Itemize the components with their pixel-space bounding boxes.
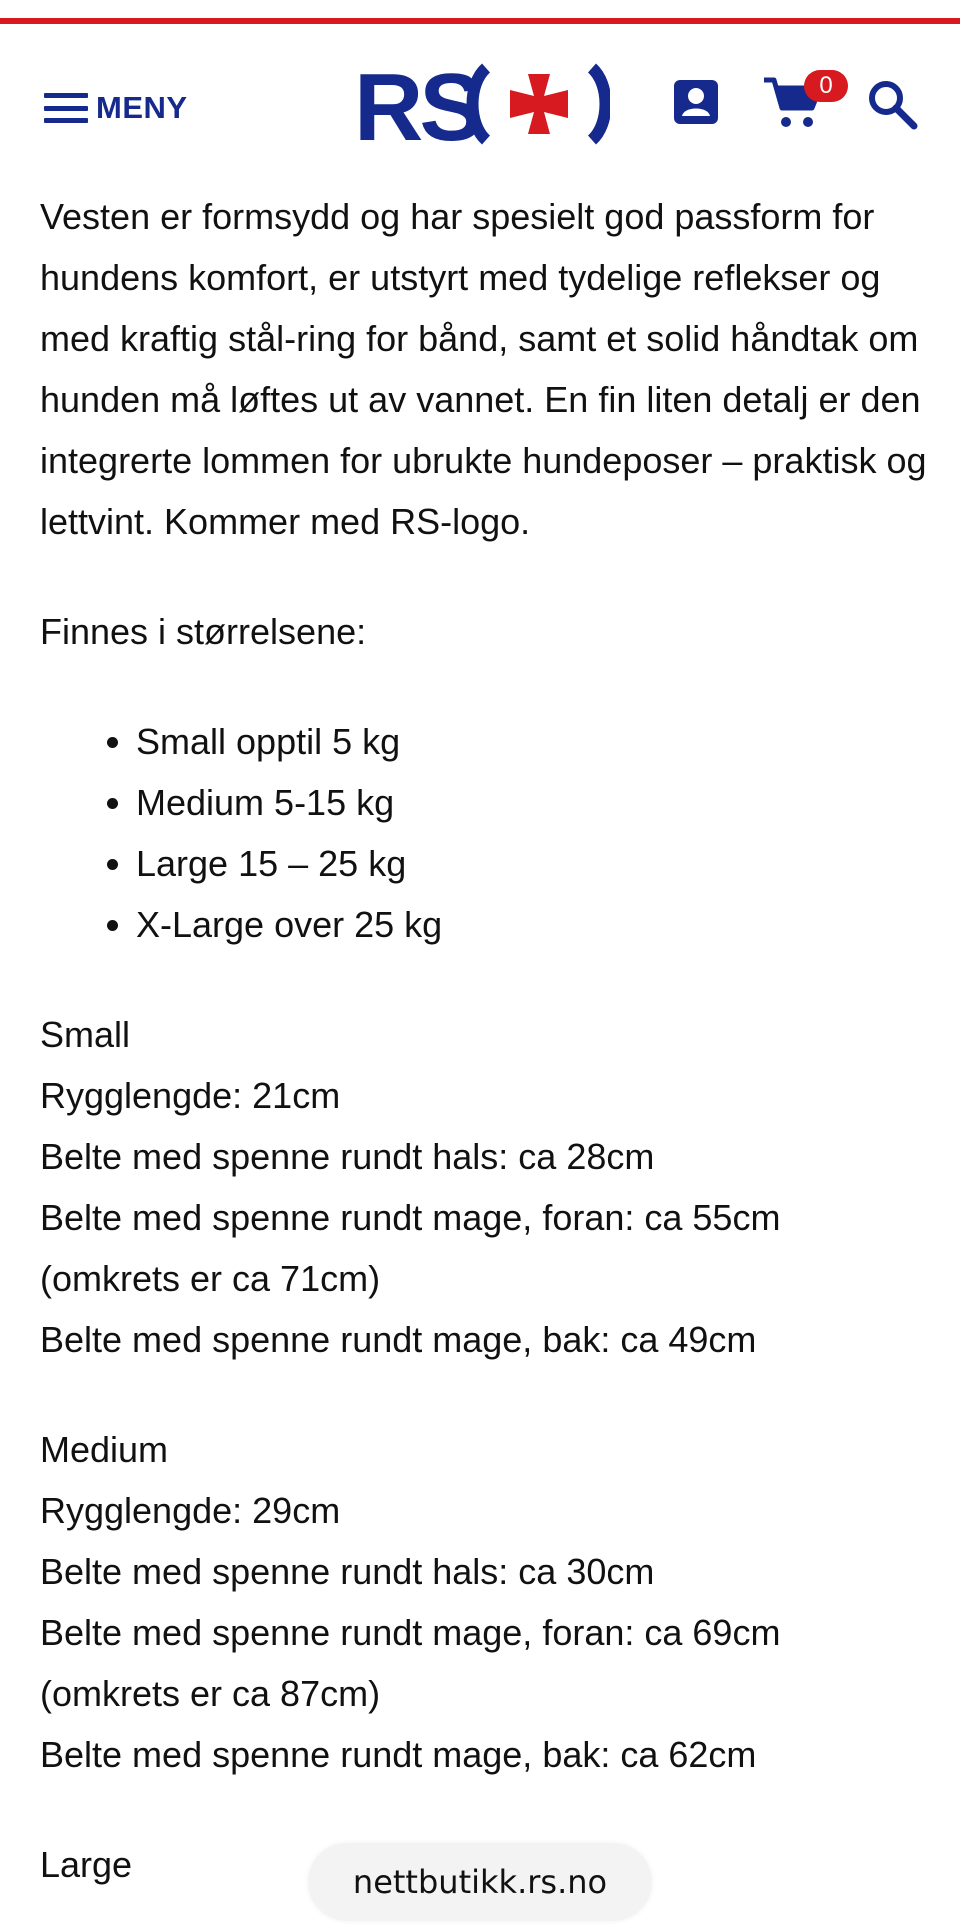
size-item: • X-Large over 25 kg bbox=[136, 894, 930, 955]
size-item: • Small opptil 5 kg bbox=[136, 711, 930, 772]
size-block-title: Large bbox=[40, 1844, 133, 1885]
sizes-list bbox=[40, 711, 930, 955]
menu-label: MENY bbox=[96, 90, 188, 125]
logo-text: RS bbox=[354, 62, 480, 146]
size-block-title: Small bbox=[40, 1014, 131, 1055]
size-detail-line: Belte med spenne rundt mage, foran: ca 55cm (omkrets er ca 71cm) bbox=[40, 1197, 781, 1299]
site-header bbox=[0, 24, 960, 174]
size-detail-line: Belte med spenne rundt hals: ca 30cm bbox=[40, 1551, 655, 1592]
product-description bbox=[40, 186, 930, 1925]
search-icon[interactable] bbox=[866, 78, 918, 130]
intro-paragraph: Vesten er formsydd og har spesielt god passform for hundens komfort, er utstyrt med tydelige reflekser og med kraftig stål-ring for bånd, samt et solid håndtak om hunden må løftes ut av vannet. En fin liten detalj er den integrerte lommen for ubrukte hundeposer – praktisk og lettvint. Kommer med RS-logo. bbox=[40, 196, 927, 542]
size-details-medium bbox=[40, 1419, 930, 1785]
browser-url-bar[interactable]: nettbutikk.rs.no bbox=[308, 1843, 652, 1921]
size-block-title: Medium bbox=[40, 1429, 169, 1470]
size-detail-line: Rygglengde: 29cm bbox=[40, 1490, 341, 1531]
size-details-small bbox=[40, 1004, 930, 1370]
size-item: • Medium 5-15 kg bbox=[136, 772, 930, 833]
size-item: • Large 15 – 25 kg bbox=[136, 833, 930, 894]
account-icon[interactable] bbox=[672, 78, 720, 126]
size-detail-line: Rygglengde: 21cm bbox=[40, 1075, 341, 1116]
top-accent-bar bbox=[0, 0, 960, 24]
sizes-heading: Finnes i størrelsene: bbox=[40, 611, 367, 652]
rs-logo[interactable] bbox=[354, 62, 610, 146]
size-detail-line: Belte med spenne rundt mage, foran: ca 69cm (omkrets er ca 87cm) bbox=[40, 1612, 781, 1714]
menu-button[interactable] bbox=[44, 86, 188, 130]
size-detail-line: Belte med spenne rundt hals: ca 28cm bbox=[40, 1136, 655, 1177]
cart-count-badge: 0 bbox=[804, 70, 848, 102]
size-detail-line: Belte med spenne rundt mage, bak: ca 62cm bbox=[40, 1734, 757, 1775]
hamburger-icon bbox=[44, 93, 88, 123]
size-detail-line: Belte med spenne rundt mage, bak: ca 49cm bbox=[40, 1319, 757, 1360]
